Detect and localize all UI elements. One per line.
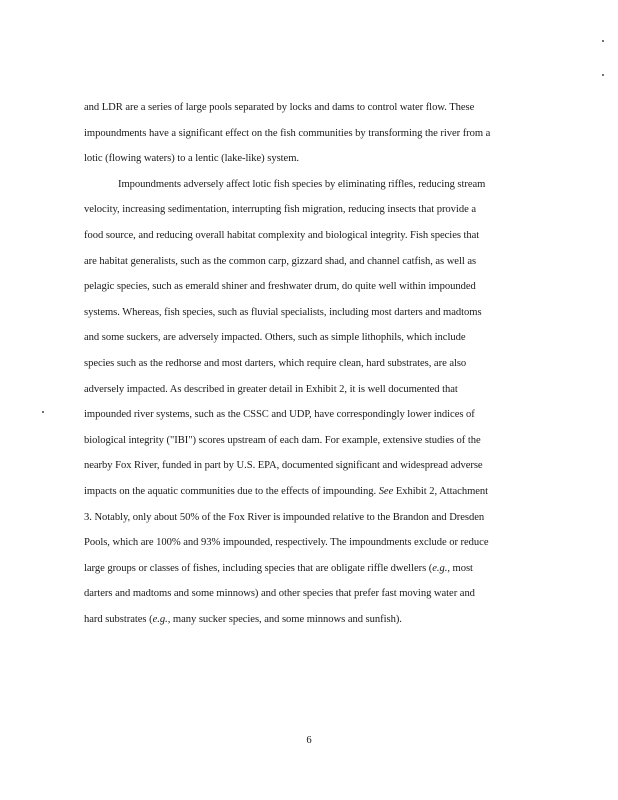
italic-text: e.g., bbox=[432, 562, 450, 574]
text-line bbox=[84, 249, 530, 275]
text-line bbox=[84, 556, 530, 582]
text-line bbox=[84, 325, 530, 351]
text-segment: 3. Notably, only about 50% of the Fox River is impounded relative to the Brandon and Dresden bbox=[84, 511, 485, 523]
paragraph bbox=[84, 95, 530, 172]
text-line bbox=[84, 530, 530, 556]
italic-text: See bbox=[378, 485, 394, 497]
text-segment: lotic (flowing waters) to a lentic (lake-like) system. bbox=[84, 153, 299, 165]
text-line bbox=[84, 402, 530, 428]
text-segment: systems. Whereas, fish species, such as fluvial specialists, including most darters and madtoms bbox=[84, 306, 482, 318]
text-segment: nearby Fox River, funded in part by U.S. EPA, documented significant and widespread adverse bbox=[84, 460, 483, 472]
text-segment: and LDR are a series of large pools separated by locks and dams to control water flow. These bbox=[84, 102, 475, 113]
text-segment: most bbox=[449, 562, 473, 574]
text-segment: and some suckers, are adversely impacted. Others, such as simple lithophils, which include bbox=[84, 332, 466, 344]
paragraph bbox=[84, 172, 530, 633]
text-line bbox=[84, 95, 530, 121]
text-segment: many sucker species, and some minnows and sunfish). bbox=[170, 613, 402, 625]
text-line bbox=[84, 453, 530, 479]
text-line bbox=[84, 300, 530, 326]
page-number: 6 bbox=[306, 735, 312, 746]
text-segment: are habitat generalists, such as the common carp, gizzard shad, and channel catfish, as well as bbox=[84, 255, 477, 267]
text-line bbox=[84, 223, 530, 249]
text-line bbox=[84, 274, 530, 300]
text-segment: impacts on the aquatic communities due to the effects of impounding. bbox=[84, 485, 379, 497]
text-segment: biological integrity ("IBI") scores upstream of each dam. For example, extensive studies of the bbox=[84, 434, 481, 446]
text-line bbox=[84, 479, 530, 505]
text-segment: darters and madtoms and some minnows) and other species that prefer fast moving water and bbox=[84, 588, 475, 600]
text-segment: velocity, increasing sedimentation, interrupting fish migration, reducing insects that provide a bbox=[84, 204, 476, 216]
text-line bbox=[84, 351, 530, 377]
text-line bbox=[84, 505, 530, 531]
text-line bbox=[84, 428, 530, 454]
text-line bbox=[84, 146, 530, 172]
text-segment: hard substrates ( bbox=[84, 613, 153, 625]
text-line bbox=[84, 581, 530, 607]
text-segment: adversely impacted. As described in greater detail in Exhibit 2, it is well documented that bbox=[84, 383, 458, 395]
text-segment: Impoundments adversely affect lotic fish species by eliminating riffles, reducing stream bbox=[118, 178, 486, 190]
text-segment: impounded river systems, such as the CSSC and UDP, have correspondingly lower indices of bbox=[84, 409, 475, 421]
text-segment: pelagic species, such as emerald shiner and freshwater drum, do quite well within impounded bbox=[84, 281, 476, 293]
italic-text: e.g., bbox=[152, 613, 171, 625]
scan-speck bbox=[602, 40, 604, 42]
text-line bbox=[84, 607, 530, 633]
text-segment: food source, and reducing overall habitat complexity and biological integrity. Fish species that bbox=[84, 229, 480, 241]
text-segment: impoundments have a significant effect on the fish communities by transforming the river from a bbox=[84, 127, 491, 139]
scan-speck bbox=[602, 74, 604, 76]
text-line bbox=[84, 197, 530, 223]
text-segment: large groups or classes of fishes, including species that are obligate riffle dwellers ( bbox=[84, 562, 433, 574]
text-segment: Exhibit 2, Attachment bbox=[393, 485, 489, 497]
scan-speck bbox=[42, 411, 44, 413]
text-segment: species such as the redhorse and most darters, which require clean, hard substrates, are also bbox=[84, 357, 467, 369]
text-segment: Pools, which are 100% and 93% impounded, respectively. The impoundments exclude or reduce bbox=[84, 537, 489, 549]
text-line bbox=[84, 121, 530, 147]
text-line bbox=[84, 377, 530, 403]
body-text bbox=[84, 95, 530, 632]
text-line bbox=[84, 172, 530, 198]
